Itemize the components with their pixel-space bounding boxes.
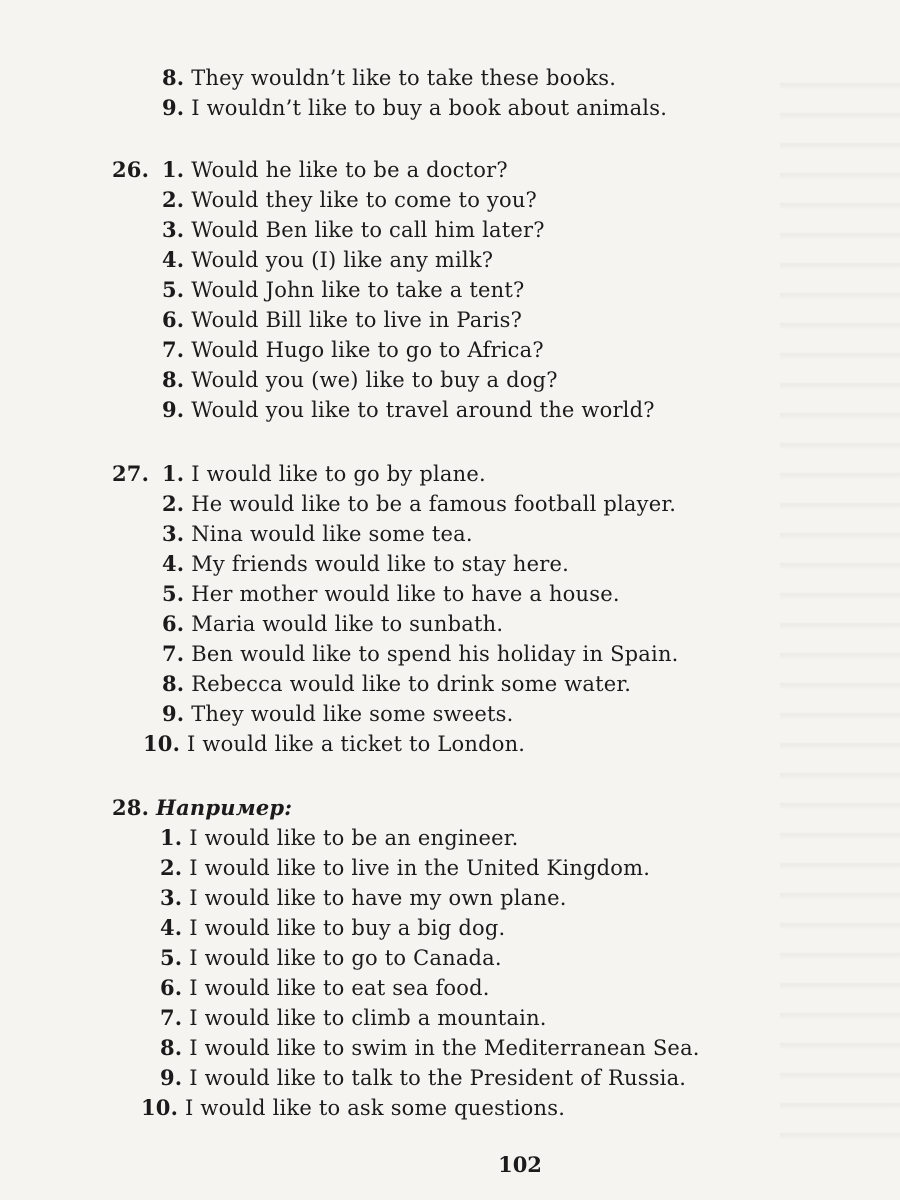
list-item: 3. Nina would like some tea.: [162, 521, 473, 546]
list-item: 9. They would like some sweets.: [162, 701, 514, 726]
list-item: 5. I would like to go to Canada.: [160, 945, 502, 970]
list-item: 8. Rebecca would like to drink some water.: [162, 671, 632, 696]
list-item: 7. Ben would like to spend his holiday in Spain.: [162, 641, 679, 666]
bleed-through: [780, 60, 900, 1140]
list-item: 5. Would John like to take a tent?: [162, 277, 525, 302]
list-item: 2. Would they like to come to you?: [162, 187, 537, 212]
list-item: 7. Would Hugo like to go to Africa?: [162, 337, 544, 362]
list-item: 8. Would you (we) like to buy a dog?: [162, 367, 558, 392]
list-item: 2. He would like to be a famous football player.: [162, 491, 677, 516]
list-item: 8. I would like to swim in the Mediterranean Sea.: [160, 1035, 700, 1060]
list-item: 1. I would like to go by plane.: [162, 461, 486, 486]
list-item: 6. Would Bill like to live in Paris?: [162, 307, 523, 332]
list-item: 6. Maria would like to sunbath.: [162, 611, 504, 636]
list-item: 9. Would you like to travel around the world?: [162, 397, 655, 422]
list-item: 6. I would like to eat sea food.: [160, 975, 490, 1000]
list-item: 5. Her mother would like to have a house.: [162, 581, 620, 606]
exercise-28-heading: 28. Например:: [112, 795, 293, 820]
list-item: 10. I would like to ask some questions.: [141, 1095, 566, 1120]
list-item: 4. I would like to buy a big dog.: [160, 915, 506, 940]
list-item: 1. I would like to be an engineer.: [160, 825, 519, 850]
list-item: 9. I wouldn’t like to buy a book about animals.: [162, 95, 668, 120]
list-item: 4. Would you (I) like any milk?: [162, 247, 494, 272]
exercise-26-label: 26.: [112, 157, 150, 182]
exercise-27-label: 27.: [112, 461, 150, 486]
list-item: 1. Would he like to be a doctor?: [162, 157, 508, 182]
list-item: 9. I would like to talk to the President of Russia.: [160, 1065, 687, 1090]
list-item: 10. I would like a ticket to London.: [143, 731, 526, 756]
list-item: 8. They wouldn’t like to take these books.: [162, 65, 617, 90]
list-item: 7. I would like to climb a mountain.: [160, 1005, 547, 1030]
list-item: 4. My friends would like to stay here.: [162, 551, 569, 576]
list-item: 3. Would Ben like to call him later?: [162, 217, 545, 242]
list-item: 3. I would like to have my own plane.: [160, 885, 567, 910]
list-item: 2. I would like to live in the United Kingdom.: [160, 855, 651, 880]
page-number: 102: [498, 1152, 542, 1177]
